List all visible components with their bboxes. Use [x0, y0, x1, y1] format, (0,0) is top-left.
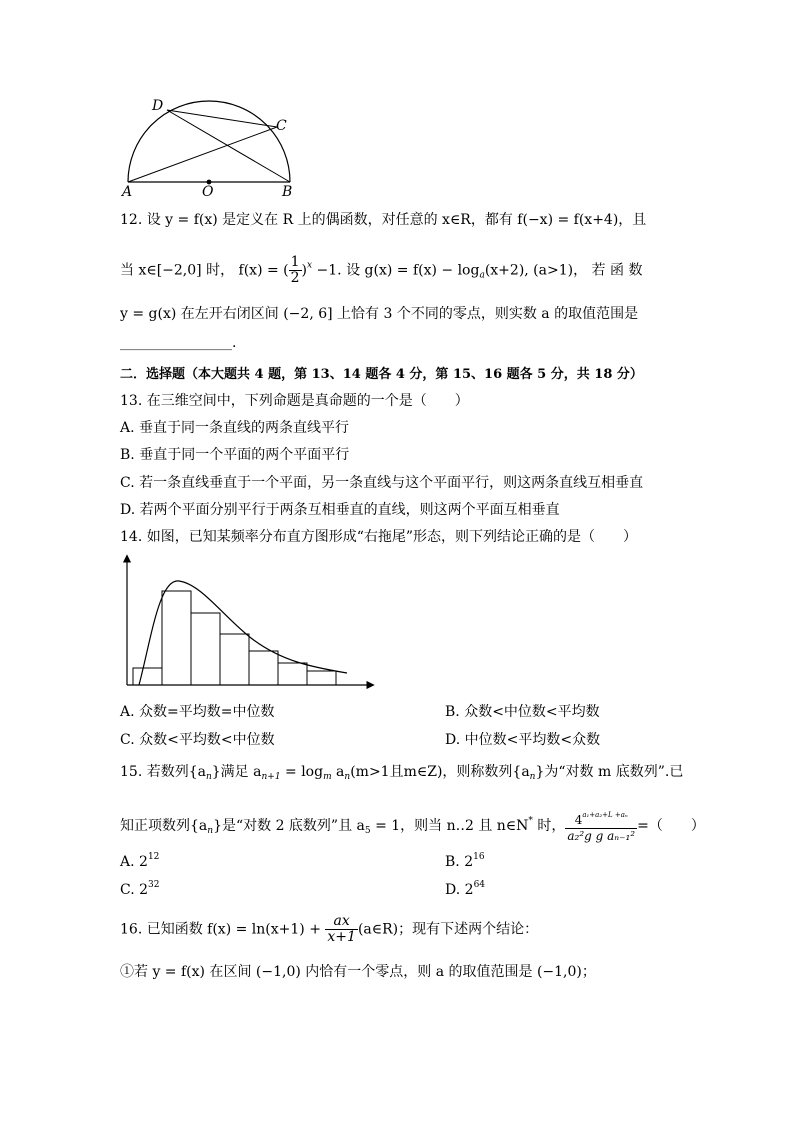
label-o: O: [202, 184, 214, 200]
segment-ac: [128, 127, 277, 182]
segment-dc: [167, 110, 277, 127]
q15-fraction: $\frac{4^{a_1+a_2+L +a_n}}{\text{a₂²g g aₙ₋₁²}}$: [565, 808, 637, 844]
q15-option-b: B. $2^{16}$: [445, 852, 485, 870]
q15-option-a: A. $2^{12}$: [120, 852, 160, 870]
q13-option-d: D. 若两个平面分别平行于两条互相垂直的直线，则这两个平面互相垂直: [120, 502, 560, 518]
histogram-bar: [278, 663, 307, 685]
histogram-bar: [307, 671, 336, 685]
density-curve: [139, 581, 347, 685]
histogram-bar: [133, 668, 162, 685]
q12-line2: 当 x∈[−2,0] 时， f(x) = ( $\frac{1}{2}$ )$^x$ −1. 设 $g(x) = f(x) - \log_a(x+2)$, (a>1)， 若 函 数: [120, 254, 643, 286]
q14-option-b: B. 众数<中位数<平均数: [445, 704, 600, 720]
segment-db: [167, 110, 290, 182]
histogram-bar: [220, 634, 249, 685]
q14-option-a: A. 众数=平均数=中位数: [120, 704, 275, 720]
label-b: B: [282, 184, 293, 200]
q12-answer-blank: ________________.: [120, 335, 237, 351]
section-2-header: 二．选择题（本大题共 4 题，第 13、14 题各 4 分，第 15、16 题各 5 分，共 18 分）: [120, 367, 643, 382]
q12-line1: 12. 设 y = f(x) 是定义在 R 上的偶函数，对任意的 x∈R，都有 f(−x) = f(x+4)，且: [120, 212, 647, 228]
q12-line3: y = g(x) 在左开右闭区间 (−2, 6] 上恰有 3 个不同的零点，则实数 a 的取值范围是: [120, 306, 639, 322]
label-c: C: [276, 118, 287, 134]
q16-fraction: $\frac{ax}{x+1}$: [327, 913, 356, 945]
q13-option-a: A. 垂直于同一条直线的两条直线平行: [120, 420, 350, 436]
q16-line1: 16. 已知函数 f(x) = ln(x+1) + $\frac{ax}{x+1}$ (a∈R)；现有下述两个结论：: [120, 913, 539, 945]
q15-line2: 知正项数列$\{a_n\}$是“对数 2 底数列”且 $a_5 = 1$，则当 n‥2 且 n∈N* 时， $\frac{4^{a_1+a_2+L +a_n}}{\text{a₂²g g aₙ₋₁²}}$ =（ ）: [120, 808, 705, 844]
q13-option-b: B. 垂直于同一个平面的两个平面平行: [120, 447, 350, 463]
q14-stem: 14. 如图，已知某频率分布直方图形成“右拖尾”形态，则下列结论正确的是（ ）: [120, 529, 638, 545]
q15-option-c: C. $2^{32}$: [120, 880, 160, 898]
label-a: A: [122, 184, 133, 200]
q14-option-c: C. 众数<平均数<中位数: [120, 732, 275, 748]
label-d: D: [152, 98, 164, 114]
q14-option-d: D. 中位数<平均数<众数: [445, 732, 601, 748]
q13-option-c: C. 若一条直线垂直于一个平面，另一条直线与这个平面平行，则这两条直线互相垂直: [120, 475, 644, 491]
semicircle-figure: [110, 90, 310, 200]
histogram-figure: [115, 550, 380, 695]
histogram-bar: [162, 591, 191, 685]
histogram-bar: [191, 613, 220, 685]
q15-line1: 15. 若数列$\{a_n\}$满足 $a_{n+1} = \log_m a_n(m>1$且m∈Z)，则称数列$\{a_n\}$为“对数 m 底数列”.已: [120, 764, 684, 782]
q13-stem: 13. 在三维空间中，下列命题是真命题的一个是（ ）: [120, 393, 469, 409]
q12-half-fraction: $\frac{1}{2}$: [290, 254, 300, 286]
q16-statement-1: ①若 y = f(x) 在区间 (−1,0) 内恰有一个零点，则 a 的取值范围是 (−1,0)；: [120, 964, 596, 980]
histogram-bar: [249, 651, 278, 685]
q15-option-d: D. $2^{64}$: [445, 880, 486, 898]
